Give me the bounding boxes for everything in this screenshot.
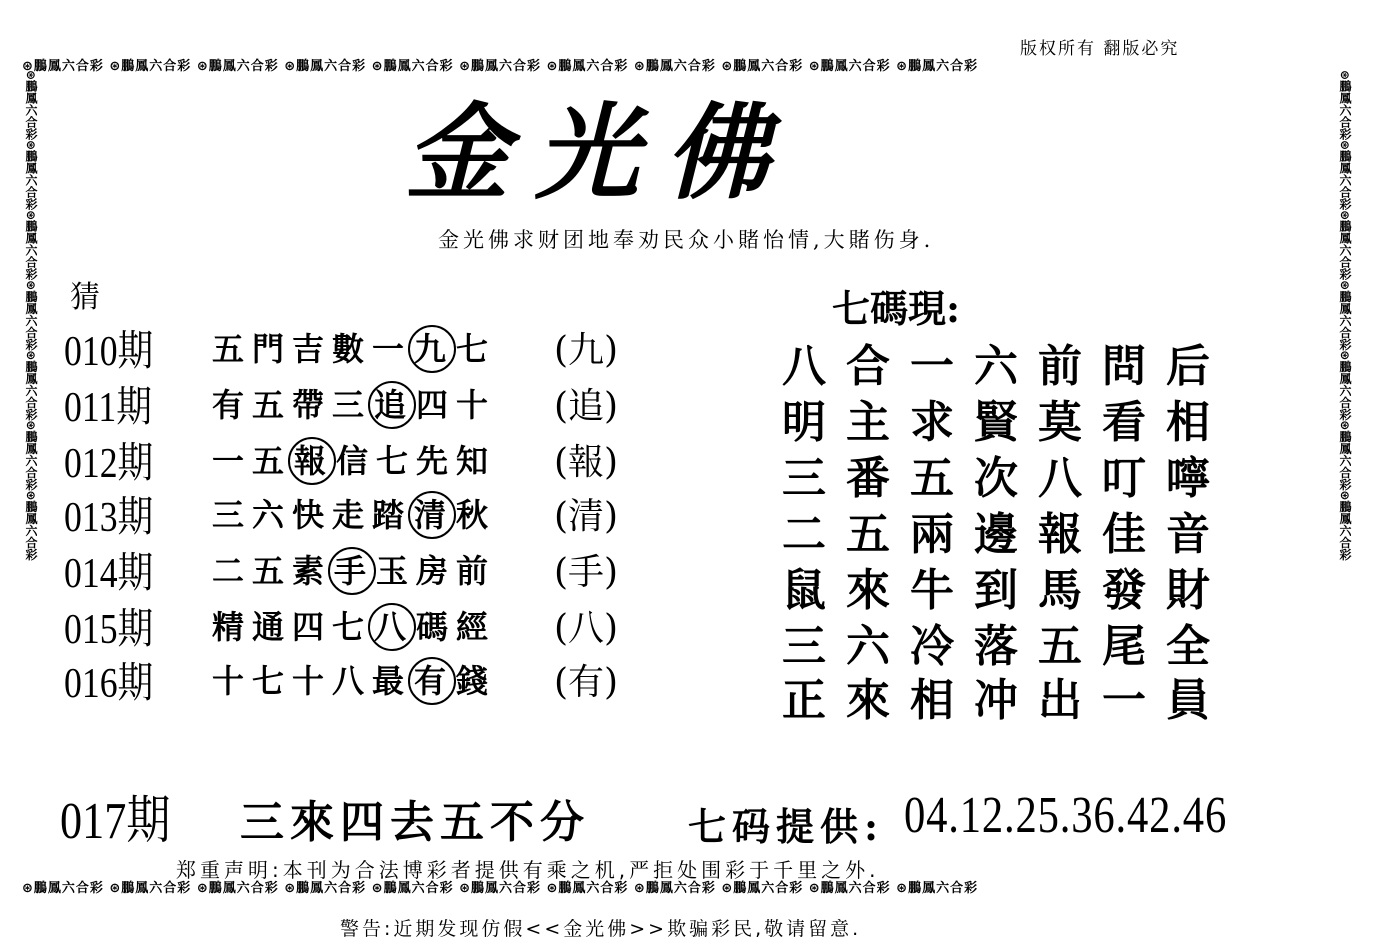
phrase-char: 最 bbox=[371, 662, 408, 700]
phrase-char: 快 bbox=[291, 496, 328, 534]
phrase-char: 素 bbox=[291, 552, 328, 590]
phrase-char: 信 bbox=[335, 442, 372, 480]
period-phrase bbox=[210, 602, 494, 651]
slogan: 金光佛求财团地奉劝民众小賭怡情,大賭伤身. bbox=[438, 228, 935, 252]
period-phrase bbox=[210, 380, 494, 429]
phrase-char: 精 bbox=[211, 608, 248, 646]
phrase-char: 一 bbox=[371, 330, 408, 368]
phrase-char: 七 bbox=[331, 608, 368, 646]
poem-line: 八合一六前問后 bbox=[782, 341, 1230, 392]
phrase-char: 五 bbox=[251, 552, 288, 590]
phrase-char: 經 bbox=[455, 608, 492, 646]
poem-line: 鼠來牛到馬發財 bbox=[782, 565, 1230, 616]
phrase-char: 七 bbox=[375, 442, 412, 480]
phrase-char: 七 bbox=[455, 330, 492, 368]
phrase-char: 有 bbox=[211, 386, 248, 424]
phrase-char: 四 bbox=[415, 386, 452, 424]
phrase-char: 碼 bbox=[415, 608, 452, 646]
period-answer: (九) bbox=[554, 330, 619, 371]
period-phrase bbox=[210, 490, 494, 539]
phrase-char: 先 bbox=[415, 442, 452, 480]
phrase-char: 五 bbox=[211, 330, 248, 368]
page-title: 金光佛 bbox=[405, 91, 796, 214]
warning: 警告:近期发现仿假<<金光佛>>欺骗彩民,敬请留意. bbox=[340, 918, 862, 940]
period-label: 015期 bbox=[64, 607, 154, 653]
poem-line: 三番五次八叮嚀 bbox=[782, 453, 1230, 504]
phrase-char: 二 bbox=[211, 552, 248, 590]
poem-line: 明主求賢莫看相 bbox=[782, 397, 1230, 448]
guess-label: 猜 bbox=[70, 280, 100, 315]
current-period-label: 017期 bbox=[60, 793, 171, 850]
period-answer: (報) bbox=[554, 442, 619, 483]
phrase-char: 踏 bbox=[371, 496, 408, 534]
phrase-char: 通 bbox=[251, 608, 288, 646]
circled-char: 九 bbox=[408, 325, 456, 373]
period-answer: (八) bbox=[554, 608, 619, 649]
phrase-char: 知 bbox=[455, 442, 492, 480]
phrase-char: 五 bbox=[251, 386, 288, 424]
poem-heading: 七碼現: bbox=[832, 286, 961, 331]
circled-char: 清 bbox=[408, 491, 456, 539]
phrase-char: 一 bbox=[211, 442, 248, 480]
circled-char: 八 bbox=[368, 603, 416, 651]
phrase-char: 數 bbox=[331, 330, 368, 368]
phrase-char: 前 bbox=[455, 552, 492, 590]
phrase-char: 玉 bbox=[375, 552, 412, 590]
period-label: 011期 bbox=[64, 385, 152, 431]
phrase-char: 門 bbox=[251, 330, 288, 368]
current-period-phrase: 三來四去五不分 bbox=[240, 797, 590, 848]
circled-char: 手 bbox=[328, 547, 376, 595]
phrase-char: 六 bbox=[251, 496, 288, 534]
period-answer: (追) bbox=[554, 386, 619, 427]
border-left: ⊛鵬鳳六合彩⊛鵬鳳六合彩⊛鵬鳳六合彩⊛鵬鳳六合彩⊛鵬鳳六合彩⊛鵬鳳六合彩⊛鵬鳳六合彩 bbox=[24, 70, 38, 561]
numbers-value: 04.12.25.36.42.46 bbox=[904, 787, 1228, 844]
period-phrase bbox=[210, 546, 494, 595]
poem-line: 三六冷落五尾全 bbox=[782, 621, 1230, 672]
border-top: ⊛鵬鳳六合彩 ⊛鵬鳳六合彩 ⊛鵬鳳六合彩 ⊛鵬鳳六合彩 ⊛鵬鳳六合彩 ⊛鵬鳳六合彩 ⊛鵬鳳六合彩 ⊛鵬鳳六合彩 ⊛鵬鳳六合彩 ⊛鵬鳳六合彩 ⊛鵬鳳六合彩 bbox=[22, 59, 979, 74]
phrase-char: 帶 bbox=[291, 386, 328, 424]
phrase-char: 房 bbox=[415, 552, 452, 590]
circled-char: 追 bbox=[368, 381, 416, 429]
period-answer: (有) bbox=[554, 662, 619, 703]
period-answer: (手) bbox=[554, 552, 619, 593]
phrase-char: 三 bbox=[331, 386, 368, 424]
statement: 郑重声明:本刊为合法博彩者提供有乘之机,严拒处围彩于千里之外. bbox=[176, 858, 880, 882]
phrase-char: 十 bbox=[455, 386, 492, 424]
poem-line: 二五兩邊報佳音 bbox=[782, 509, 1230, 560]
period-label: 012期 bbox=[64, 441, 154, 487]
phrase-char: 錢 bbox=[455, 662, 492, 700]
numbers-label: 七码提供: bbox=[688, 804, 885, 849]
phrase-char: 吉 bbox=[291, 330, 328, 368]
phrase-char: 五 bbox=[251, 442, 288, 480]
poem-line: 正來相冲出一員 bbox=[782, 675, 1230, 726]
phrase-char: 三 bbox=[211, 496, 248, 534]
period-answer: (清) bbox=[554, 496, 619, 537]
border-bottom: ⊛鵬鳳六合彩 ⊛鵬鳳六合彩 ⊛鵬鳳六合彩 ⊛鵬鳳六合彩 ⊛鵬鳳六合彩 ⊛鵬鳳六合彩 ⊛鵬鳳六合彩 ⊛鵬鳳六合彩 ⊛鵬鳳六合彩 ⊛鵬鳳六合彩 ⊛鵬鳳六合彩 bbox=[22, 881, 979, 896]
period-label: 013期 bbox=[64, 495, 154, 541]
phrase-char: 四 bbox=[291, 608, 328, 646]
period-label: 014期 bbox=[64, 551, 154, 597]
period-phrase bbox=[210, 656, 494, 705]
period-label: 010期 bbox=[64, 329, 154, 375]
border-right: ⊛鵬鳳六合彩⊛鵬鳳六合彩⊛鵬鳳六合彩⊛鵬鳳六合彩⊛鵬鳳六合彩⊛鵬鳳六合彩⊛鵬鳳六合彩 bbox=[1338, 70, 1352, 561]
current-period bbox=[60, 778, 590, 853]
phrase-char: 十 bbox=[291, 662, 328, 700]
period-phrase bbox=[210, 436, 494, 485]
period-label: 016期 bbox=[64, 661, 154, 707]
phrase-char: 八 bbox=[331, 662, 368, 700]
circled-char: 有 bbox=[408, 657, 456, 705]
copyright-notice: 版权所有 翻版必究 bbox=[1020, 39, 1180, 59]
phrase-char: 十 bbox=[211, 662, 248, 700]
phrase-char: 秋 bbox=[455, 496, 492, 534]
phrase-char: 走 bbox=[331, 496, 368, 534]
phrase-char: 七 bbox=[251, 662, 288, 700]
period-phrase bbox=[210, 324, 494, 373]
circled-char: 報 bbox=[288, 437, 336, 485]
